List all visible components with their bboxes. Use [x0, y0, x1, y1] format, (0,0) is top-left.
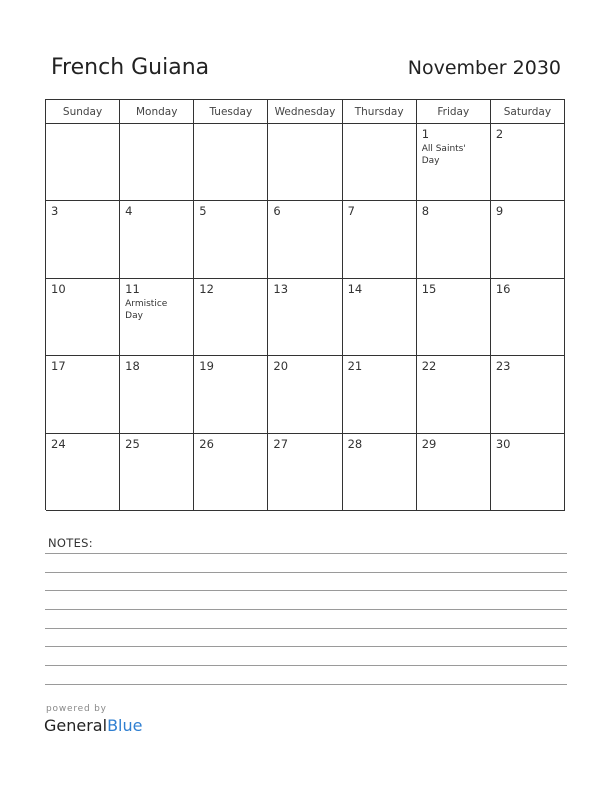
day-cell — [46, 201, 120, 278]
day-number: 20 — [273, 359, 289, 374]
day-cell — [194, 434, 268, 511]
day-number: 11 — [125, 281, 140, 296]
day-cell — [343, 434, 417, 511]
holiday-label: All Saints' Day — [421, 144, 466, 166]
weekday-header: Tuesday — [194, 100, 268, 124]
day-number: 17 — [51, 359, 66, 374]
day-cell — [343, 279, 417, 356]
day-cell — [417, 279, 491, 356]
day-number: 26 — [199, 436, 214, 451]
weekday-header: Friday — [417, 100, 491, 124]
day-cell — [417, 356, 491, 433]
brand-logo[interactable] — [44, 716, 142, 735]
day-cell — [120, 201, 194, 278]
day-number: 22 — [421, 359, 437, 374]
day-number: 1 — [421, 127, 430, 141]
day-number: 15 — [421, 281, 437, 296]
notes-line — [45, 609, 567, 610]
day-number: 27 — [273, 436, 289, 451]
weekday-header: Wednesday — [268, 100, 342, 124]
notes-line — [45, 628, 567, 629]
notes-line — [45, 684, 567, 685]
day-cell — [343, 201, 417, 278]
day-number: 2 — [495, 127, 504, 141]
day-cell — [120, 279, 194, 356]
day-cell — [120, 434, 194, 511]
day-number: 12 — [199, 281, 214, 296]
day-cell — [268, 356, 342, 433]
weekday-header: Sunday — [46, 100, 120, 124]
day-number: 16 — [495, 281, 511, 296]
day-cell — [491, 201, 565, 278]
day-number: 6 — [273, 204, 281, 219]
day-number: 23 — [495, 359, 511, 374]
weekday-header: Monday — [120, 100, 194, 124]
day-cell — [194, 124, 268, 201]
week-row — [46, 434, 565, 511]
weekday-header: Saturday — [491, 100, 565, 124]
day-cell — [194, 356, 268, 433]
day-cell — [491, 434, 565, 511]
week-row — [46, 124, 565, 201]
notes-line — [45, 553, 567, 554]
page-title: French Guiana — [51, 55, 210, 80]
day-number: 10 — [51, 281, 66, 296]
day-cell — [417, 434, 491, 511]
month-title: November 2030 — [407, 57, 561, 79]
day-cell — [268, 124, 342, 201]
notes-line — [45, 646, 567, 647]
notes-line — [45, 572, 567, 573]
day-cell — [343, 124, 417, 201]
day-cell — [194, 201, 268, 278]
notes-line — [45, 665, 567, 666]
day-cell — [268, 279, 342, 356]
day-number: 7 — [347, 204, 355, 219]
brand-blue: Blue — [107, 716, 143, 735]
week-row — [46, 356, 565, 433]
day-number: 29 — [421, 436, 437, 451]
weekday-header: Thursday — [343, 100, 417, 124]
day-cell — [46, 279, 120, 356]
day-number: 18 — [125, 359, 140, 374]
day-cell — [46, 434, 120, 511]
day-cell — [343, 356, 417, 433]
brand-general: General — [44, 716, 108, 735]
day-cell — [194, 279, 268, 356]
day-cell — [491, 356, 565, 433]
day-number: 3 — [51, 204, 59, 219]
day-cell — [46, 356, 120, 433]
day-number: 28 — [347, 436, 363, 451]
day-cell — [268, 434, 342, 511]
day-number: 30 — [495, 436, 511, 451]
day-cell — [417, 201, 491, 278]
day-cell — [491, 124, 565, 201]
day-cell — [491, 279, 565, 356]
holiday-label: Armistice Day — [125, 298, 168, 321]
notes-label: NOTES: — [48, 536, 93, 550]
day-cell — [417, 124, 491, 201]
powered-by-text: powered by — [46, 704, 107, 714]
week-row — [46, 201, 565, 278]
day-cell — [120, 356, 194, 433]
day-number: 13 — [273, 281, 289, 296]
day-number: 19 — [199, 359, 214, 374]
day-cell — [120, 124, 194, 201]
calendar-grid — [45, 99, 565, 510]
day-number: 9 — [495, 204, 504, 219]
week-row — [46, 279, 565, 356]
notes-line — [45, 590, 567, 591]
day-number: 21 — [347, 359, 363, 374]
day-number: 5 — [199, 204, 207, 219]
day-cell — [46, 124, 120, 201]
day-number: 8 — [421, 204, 430, 219]
day-cell — [268, 201, 342, 278]
day-number: 25 — [125, 436, 140, 451]
weekday-header-row — [46, 100, 565, 124]
day-number: 24 — [51, 436, 66, 451]
day-number: 14 — [347, 281, 363, 296]
day-number: 4 — [125, 204, 133, 219]
